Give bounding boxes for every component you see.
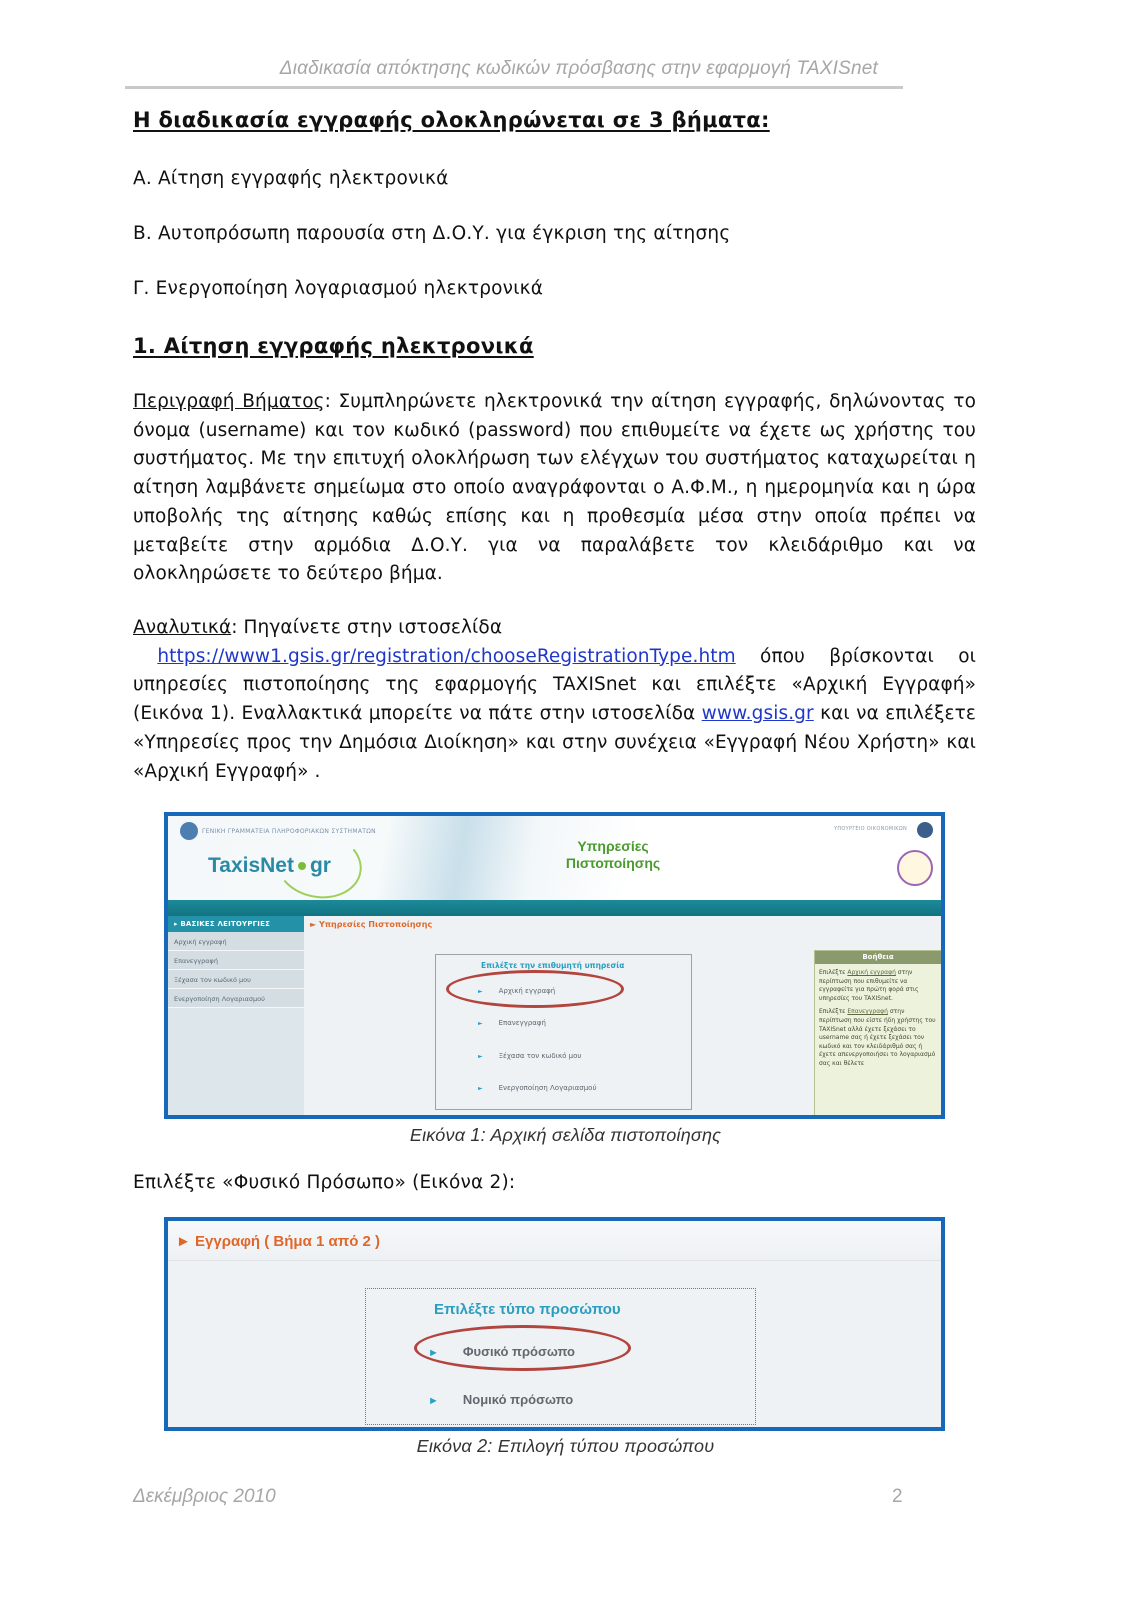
breadcrumb: ► Εγγραφή ( Βήμα 1 από 2 ) (176, 1233, 381, 1250)
description-text: : Συμπληρώνετε ηλεκτρονικά την αίτηση εγγραφής, δηλώνοντας το όνομα (username) και τον κωδικό (password) που επιθυμείτε να έχετε ως χρήστης του συστήματος. Με την επιτυχή ολοκλήρωση των ελέγχων του συστήματος καταχωρείται η αίτηση λαμβάνετε σημείωμα στο οποίο αναγράφονται ο Α.Φ.Μ., η ημερομηνία και η ώρα υποβολής της αίτησης καθώς επίσης και η προθεσμία μέσα στην οποία πρέπει να μεταβείτε στην αρμόδια Δ.Ο.Υ. για να παραλάβετε τον κλειδάριθμο και να ολοκληρώσετε το δεύτερο βήμα. (133, 391, 976, 585)
logo-text-right: gr (309, 854, 331, 877)
option-legal-person[interactable]: ► Νομικό πρόσωπο (428, 1392, 574, 1407)
step-b: Β. Αυτοπρόσωπη παρουσία στη Δ.Ο.Υ. για έγκριση της αίτησης (133, 223, 731, 244)
arrow-right-icon: ► (428, 1347, 439, 1359)
campaign-badge-icon (897, 850, 933, 886)
greek-emblem-icon (917, 822, 933, 838)
header-divider (125, 86, 903, 89)
breadcrumb: ► Υπηρεσίες Πιστοποίησης (310, 920, 433, 929)
sidebar (168, 916, 304, 1116)
figure-2-screenshot (164, 1217, 945, 1431)
step-a: Α. Αίτηση εγγραφής ηλεκτρονικά (133, 168, 449, 189)
choose-natural-person-text: Επιλέξτε «Φυσικό Πρόσωπο» (Εικόνα 2): (133, 1172, 516, 1193)
registration-header (168, 1221, 941, 1261)
details-text-1: : Πηγαίνετε στην ιστοσελίδα (231, 617, 503, 638)
running-header: Διαδικασία απόκτησης κωδικών πρόσβασης στην εφαρμογή TAXISnet (279, 58, 878, 79)
help-link-re-registration[interactable]: Επανεγγραφή (847, 1008, 888, 1016)
help-link-initial-registration[interactable]: Αρχική εγγραφή (847, 969, 896, 976)
page-number: 2 (892, 1486, 903, 1507)
person-type-title: Επιλέξτε τύπο προσώπου (434, 1301, 621, 1318)
service-title: Υπηρεσίες Πιστοποίησης (565, 838, 661, 871)
option-re-registration[interactable]: ► Επανεγγραφή (478, 1019, 546, 1027)
gsis-seal-icon (180, 822, 198, 840)
ministry-name: ΥΠΟΥΡΓΕΙΟ ΟΙΚΟΝΟΜΙΚΩΝ (834, 826, 907, 832)
details-paragraph (133, 614, 976, 786)
site-banner (168, 816, 941, 900)
sidebar-item-activate-account[interactable]: Ενεργοποίηση Λογαριασμού (168, 989, 304, 1008)
sidebar-item-re-registration[interactable]: Επανεγγραφή (168, 951, 304, 970)
registration-link[interactable]: https://www1.gsis.gr/registration/chooseRegistrationType.htm (157, 645, 736, 667)
arrow-right-icon: ► (428, 1395, 439, 1407)
option-natural-person[interactable]: ► Φυσικό πρόσωπο (428, 1344, 575, 1359)
option-forgot-password[interactable]: ► Ξέχασα τον κωδικό μου (478, 1052, 582, 1060)
help-paragraph-1: Επιλέξτε Αρχική εγγραφή στην περίπτωση που επιθυμείτε να εγγραφείτε για πρώτη φορά στις υπηρεσίες του TAXISnet. (819, 969, 919, 1002)
arrow-right-icon: ► (478, 1085, 483, 1092)
step-c: Γ. Ενεργοποίηση λογαριασμού ηλεκτρονικά (133, 278, 544, 299)
description-label: Περιγραφή Βήματος (133, 391, 325, 412)
details-label: Αναλυτικά (133, 617, 232, 638)
option-initial-registration[interactable]: ► Αρχική εγγραφή (478, 987, 556, 995)
highlight-ellipse (414, 1325, 631, 1371)
step-description-paragraph (133, 388, 976, 589)
figure-2-caption: Εικόνα 2: Επιλογή τύπου προσώπου (416, 1436, 715, 1456)
nav-band (168, 900, 941, 916)
logo-text-left: TaxisNet (208, 854, 294, 877)
help-panel (814, 950, 942, 1119)
sidebar-item-initial-registration[interactable]: Αρχική εγγραφή (168, 932, 304, 951)
gsis-link[interactable]: www.gsis.gr (701, 703, 814, 725)
help-paragraph-2: Επιλέξτε Επανεγγραφή στην περίπτωση που είστε ήδη χρήστης του TAXISnet αλλά έχετε ξεχάσει το username σας ή έχετε ξεχάσει τον κωδικό και τον κλειδάριθμό σας ή έχετε απενεργοποιήσει το λογαριασμό σας και θέλετε (819, 1008, 936, 1067)
arrow-right-icon: ► (478, 1020, 483, 1027)
arrow-right-icon: ► (478, 1053, 483, 1060)
org-name: ΓΕΝΙΚΗ ΓΡΑΜΜΑΤΕΙΑ ΠΛΗΡΟΦΟΡΙΑΚΩΝ ΣΥΣΤΗΜΑΤΩΝ (202, 827, 376, 835)
figure-1-caption: Εικόνα 1: Αρχική σελίδα πιστοποίησης (409, 1125, 722, 1145)
details-text-3: και να επιλέξετε «Υπηρεσίες προς την Δημόσια Διοίκηση» και στην συνέχεια «Εγγραφή Νέου Χρήστη» και «Αρχική Εγγραφή» . (133, 703, 976, 782)
figure-1-screenshot (164, 812, 945, 1119)
service-box-title: Επιλέξτε την επιθυμητή υπηρεσία (481, 961, 625, 970)
sidebar-item-forgot-password[interactable]: Ξέχασα τον κωδικό μου (168, 970, 304, 989)
arrow-right-icon: ► (478, 988, 483, 995)
steps-heading: Η διαδικασία εγγραφής ολοκληρώνεται σε 3 βήματα: (133, 108, 770, 132)
option-activate-account[interactable]: ► Ενεργοποίηση Λογαριασμού (478, 1084, 597, 1092)
highlight-ellipse (446, 970, 624, 1008)
help-title: Βοήθεια (815, 951, 941, 964)
footer-date: Δεκέμβριος 2010 (133, 1486, 276, 1507)
section-1-heading: 1. Αίτηση εγγραφής ηλεκτρονικά (133, 334, 534, 358)
details-text-2: όπου βρίσκονται οι υπηρεσίες πιστοποίησης της εφαρμογής TAXISnet και επιλέξτε «Αρχική Εγγραφή» (Εικόνα 1). Εναλλακτικά μπορείτε να πάτε στην ιστοσελίδα (133, 645, 976, 725)
sidebar-heading: ▸ ΒΑΣΙΚΕΣ ΛΕΙΤΟΥΡΓΙΕΣ (168, 916, 304, 932)
logo-dot-icon (298, 862, 306, 870)
taxisnet-logo (208, 854, 331, 878)
